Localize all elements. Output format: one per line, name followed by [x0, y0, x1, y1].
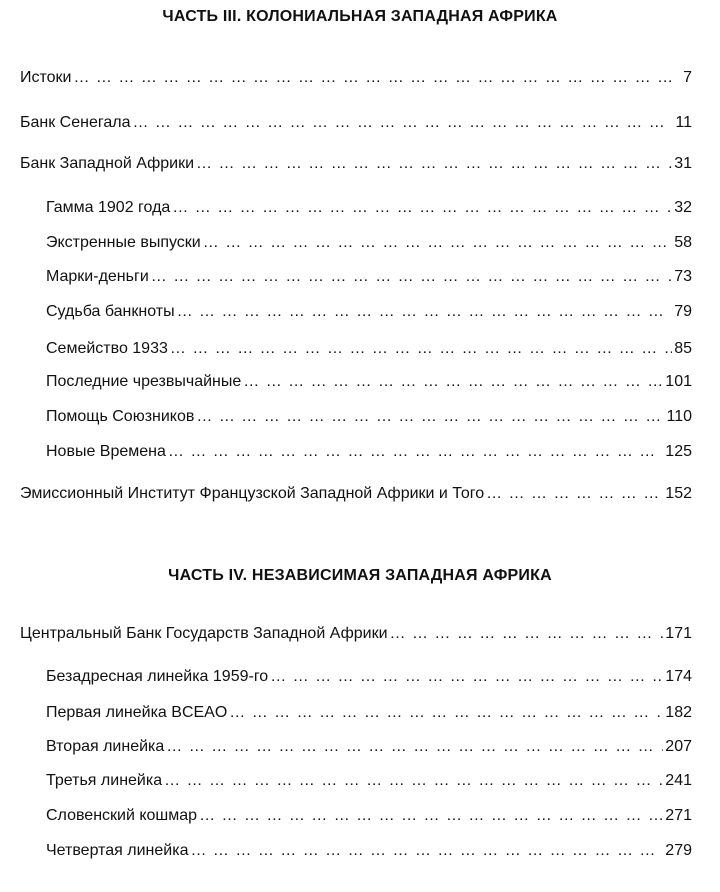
toc-subentry[interactable] [46, 231, 692, 255]
toc-entry-page: 110 [666, 408, 692, 425]
toc-subentry[interactable] [46, 300, 692, 324]
toc-entry-page: 85 [674, 340, 692, 357]
dot-leader [172, 196, 672, 220]
toc-entry-page: 174 [665, 668, 692, 685]
toc-entry-page: 7 [683, 69, 692, 86]
toc-subentry[interactable] [46, 804, 692, 828]
toc-subentry[interactable] [46, 337, 692, 361]
toc-entry-title: Истоки [20, 69, 72, 86]
toc-subentry[interactable] [46, 265, 692, 289]
toc-entry-title: Помощь Союзников [46, 408, 195, 425]
toc-entry-page: 171 [665, 625, 692, 642]
toc-entry-title: Новые Времена [46, 443, 166, 460]
toc-entry-page: 101 [665, 373, 692, 390]
part3-heading: ЧАСТЬ III. КОЛОНИАЛЬНАЯ ЗАПАДНАЯ АФРИКА [162, 8, 558, 25]
dot-leader [243, 370, 663, 394]
toc-subentry[interactable] [46, 196, 692, 220]
toc-entry-title: Центральный Банк Государств Западной Африки [20, 625, 388, 642]
toc-entry-page: 125 [665, 443, 692, 460]
part4-heading: ЧАСТЬ IV. НЕЗАВИСИМАЯ ЗАПАДНАЯ АФРИКА [168, 567, 552, 584]
toc-entry-page: 207 [665, 738, 692, 755]
dot-leader [196, 152, 672, 176]
toc-entry[interactable] [20, 111, 692, 135]
toc-subentry[interactable] [46, 440, 692, 464]
dot-leader [132, 111, 673, 135]
toc-entry-title: Первая линейка BCEAO [46, 704, 228, 721]
toc-subentry[interactable] [46, 839, 692, 863]
toc-entry-title: Последние чрезвычайные [46, 373, 242, 390]
dot-leader [229, 701, 663, 725]
toc-entry-page: 73 [674, 268, 692, 285]
toc-entry-title: Марки-деньги [46, 268, 149, 285]
toc-entry-page: 32 [674, 199, 692, 216]
dot-leader [164, 769, 663, 793]
dot-leader [190, 839, 663, 863]
toc-entry-page: 31 [674, 155, 692, 172]
toc-entry-page: 11 [675, 114, 692, 131]
dot-leader [486, 482, 663, 506]
dot-leader [73, 66, 681, 90]
toc-entry-title: Банк Сенегала [20, 114, 131, 131]
toc-entry[interactable] [20, 622, 692, 646]
toc-entry-title: Безадресная линейка 1959-го [46, 668, 269, 685]
toc-entry-page: 241 [665, 772, 692, 789]
dot-leader [390, 622, 664, 646]
toc-entry[interactable] [20, 66, 692, 90]
dot-leader [170, 337, 672, 361]
dot-leader [166, 735, 663, 759]
toc-entry-title: Вторая линейка [46, 738, 165, 755]
toc-entry-title: Третья линейка [46, 772, 163, 789]
toc-entry[interactable] [20, 482, 692, 506]
toc-entry-page: 79 [674, 303, 692, 320]
toc-entry-title: Словенский кошмар [46, 807, 198, 824]
toc-subentry[interactable] [46, 769, 692, 793]
toc-subentry[interactable] [46, 370, 692, 394]
toc-subentry[interactable] [46, 701, 692, 725]
dot-leader [270, 665, 663, 689]
toc-subentry[interactable] [46, 665, 692, 689]
toc-subentry[interactable] [46, 735, 692, 759]
toc-entry-page: 152 [665, 485, 692, 502]
toc-entry-title: Экстренные выпуски [46, 234, 201, 251]
toc-entry-title: Банк Западной Африки [20, 155, 195, 172]
dot-leader [168, 440, 663, 464]
toc-entry-page: 182 [665, 704, 692, 721]
dot-leader [199, 804, 663, 828]
dot-leader [177, 300, 673, 324]
toc-entry-title: Четвертая линейка [46, 842, 189, 859]
toc-entry-title: Эмиссионный Институт Французской Западной Африки и Того [20, 485, 485, 502]
toc-subentry[interactable] [46, 405, 692, 429]
dot-leader [151, 265, 672, 289]
toc-entry-page: 58 [674, 234, 692, 251]
toc-entry-title: Судьба банкноты [46, 303, 175, 320]
toc-entry-title: Семейство 1933 [46, 340, 168, 357]
toc-entry-page: 279 [665, 842, 692, 859]
toc-entry-title: Гамма 1902 года [46, 199, 171, 216]
toc-entry[interactable] [20, 152, 692, 176]
toc-entry-page: 271 [665, 807, 692, 824]
dot-leader [203, 231, 672, 255]
dot-leader [196, 405, 664, 429]
